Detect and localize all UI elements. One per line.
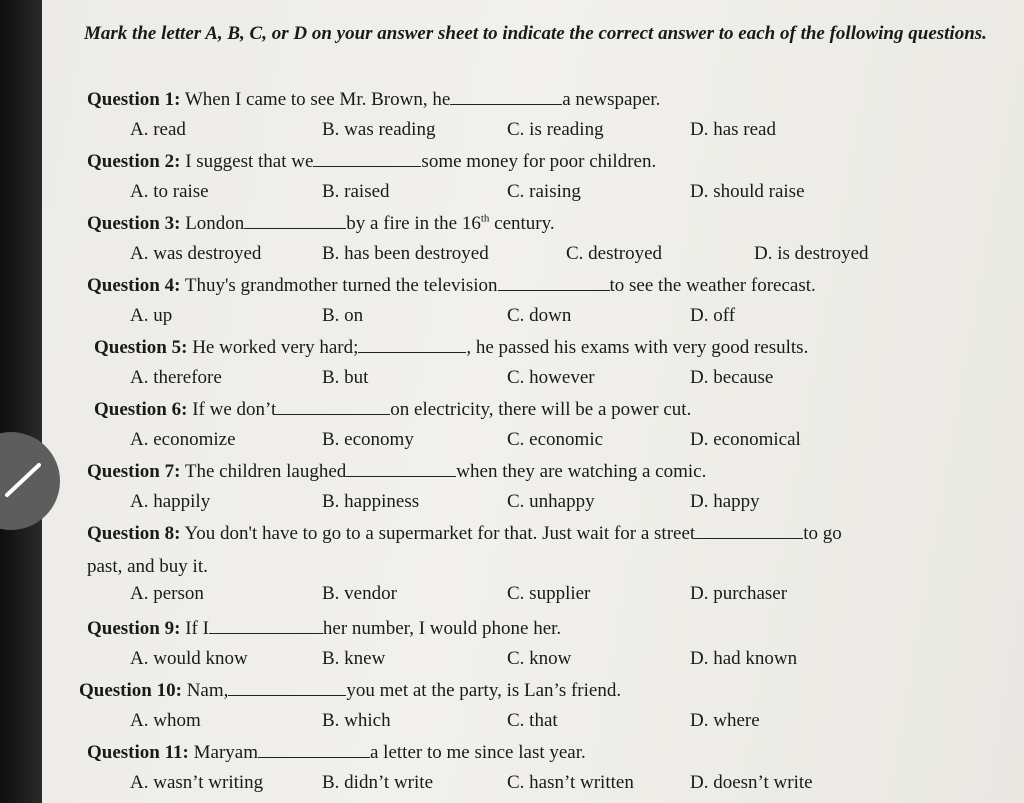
- answer-blank: [313, 150, 421, 167]
- question-text-after: some money for poor children.: [421, 151, 657, 172]
- pencil-icon: [0, 451, 41, 511]
- answer-option: C. down: [507, 305, 572, 326]
- question-text-after: when they are watching a comic.: [456, 461, 707, 482]
- question-text-before: You don't have to go to a supermarket for that. Just wait for a street: [184, 523, 696, 544]
- answer-option: A. would know: [130, 648, 248, 669]
- question-text-after: her number, I would phone her.: [322, 618, 562, 639]
- answer-blank: [276, 398, 390, 415]
- answer-option: C. is reading: [507, 119, 604, 140]
- question-number: Question 2:: [87, 151, 181, 172]
- question-stem: [87, 460, 706, 483]
- answer-option: D. off: [690, 305, 736, 326]
- answer-option: D. has read: [690, 119, 776, 140]
- question-stem: [87, 88, 660, 111]
- answer-blank: [358, 336, 466, 353]
- answer-option: A. was destroyed: [130, 243, 262, 264]
- question-text-after: to go: [803, 523, 842, 544]
- question-text-before: Nam,: [186, 680, 229, 701]
- question-text-before: If I: [185, 618, 209, 639]
- question-number: Question 6:: [94, 399, 188, 420]
- worksheet-page: [42, 0, 1024, 803]
- answer-option: B. economy: [322, 429, 414, 450]
- question-text-before: I suggest that we: [185, 151, 314, 172]
- answer-option: C. know: [507, 648, 572, 669]
- answer-option: B. has been destroyed: [322, 243, 489, 264]
- answer-option: B. vendor: [322, 583, 397, 604]
- answer-option: B. happiness: [322, 491, 420, 512]
- answer-option: A. economize: [130, 429, 236, 450]
- answer-option: D. should raise: [690, 181, 805, 202]
- question-number: Question 4:: [87, 275, 181, 296]
- answer-option: B. but: [322, 367, 369, 388]
- answer-option: C. raising: [507, 181, 581, 202]
- answer-blank: [209, 617, 323, 634]
- question-text-before: Maryam: [193, 742, 258, 763]
- answer-option: C. economic: [507, 429, 604, 450]
- answer-option: C. supplier: [507, 583, 591, 604]
- answer-option: A. up: [130, 305, 173, 326]
- answer-option: D. where: [690, 710, 760, 731]
- question-stem: [87, 150, 656, 173]
- question-stem: [87, 522, 842, 545]
- answer-option: B. which: [322, 710, 391, 731]
- question-text-before: If we don’t: [192, 399, 277, 420]
- question-text-after: you met at the party, is Lan’s friend.: [346, 680, 622, 701]
- question-text-after: by a fire in the 16th century.: [346, 212, 555, 234]
- answer-option: A. person: [130, 583, 204, 604]
- answer-option: B. didn’t write: [322, 772, 434, 793]
- answer-option: C. hasn’t written: [507, 772, 634, 793]
- question-number: Question 8:: [87, 523, 181, 544]
- question-stem: [87, 212, 555, 235]
- answer-blank: [244, 212, 346, 229]
- answer-option: B. was reading: [322, 119, 436, 140]
- question-stem: [87, 741, 586, 764]
- question-number: Question 1:: [87, 89, 181, 110]
- question-number: Question 5:: [94, 337, 188, 358]
- answer-option: D. had known: [690, 648, 798, 669]
- question-text-after: to see the weather forecast.: [609, 275, 816, 296]
- question-text-after: a letter to me since last year.: [370, 742, 586, 763]
- question-stem: [79, 679, 621, 702]
- question-text-after: on electricity, there will be a power cut.: [390, 399, 692, 420]
- question-text-before: When I came to see Mr. Brown, he: [184, 89, 451, 110]
- answer-blank: [228, 679, 346, 696]
- answer-option: D. because: [690, 367, 774, 388]
- answer-option: D. doesn’t write: [690, 772, 813, 793]
- answer-option: A. happily: [130, 491, 211, 512]
- answer-option: D. economical: [690, 429, 801, 450]
- answer-option: D. purchaser: [690, 583, 788, 604]
- question-text-before: London: [185, 213, 245, 234]
- answer-blank: [498, 274, 610, 291]
- answer-option: C. destroyed: [566, 243, 663, 264]
- question-number: Question 11:: [87, 742, 189, 763]
- dark-left-margin: [0, 0, 42, 803]
- question-text-after: , he passed his exams with very good results.: [466, 337, 809, 358]
- question-text-before: Thuy's grandmother turned the television: [184, 275, 498, 296]
- question-text-before: The children laughed: [184, 461, 347, 482]
- question-text-after: a newspaper.: [562, 89, 661, 110]
- question-stem: [94, 398, 691, 421]
- answer-option: B. knew: [322, 648, 386, 669]
- instruction-text: Mark the letter A, B, C, or D on your answer sheet to indicate the correct answer to each of the following questions.: [84, 23, 987, 44]
- answer-option: A. therefore: [130, 367, 222, 388]
- answer-option: B. on: [322, 305, 364, 326]
- answer-option: A. wasn’t writing: [130, 772, 264, 793]
- question-stem: [94, 336, 808, 359]
- question-number: Question 7:: [87, 461, 181, 482]
- answer-option: C. that: [507, 710, 558, 731]
- answer-blank: [450, 88, 562, 105]
- question-stem: [87, 274, 816, 297]
- question-number: Question 9:: [87, 618, 181, 639]
- question-stem: [87, 617, 561, 640]
- question-text-continuation: past, and buy it.: [87, 556, 208, 577]
- answer-blank: [695, 522, 803, 539]
- answer-blank: [346, 460, 456, 477]
- answer-option: D. happy: [690, 491, 760, 512]
- answer-option: B. raised: [322, 181, 390, 202]
- answer-blank: [258, 741, 370, 758]
- answer-option: D. is destroyed: [754, 243, 869, 264]
- answer-option: C. unhappy: [507, 491, 595, 512]
- answer-option: A. read: [130, 119, 186, 140]
- answer-option: A. whom: [130, 710, 201, 731]
- question-number: Question 3:: [87, 213, 181, 234]
- question-number: Question 10:: [79, 680, 182, 701]
- answer-option: C. however: [507, 367, 595, 388]
- question-text-before: He worked very hard;: [192, 337, 359, 358]
- answer-option: A. to raise: [130, 181, 209, 202]
